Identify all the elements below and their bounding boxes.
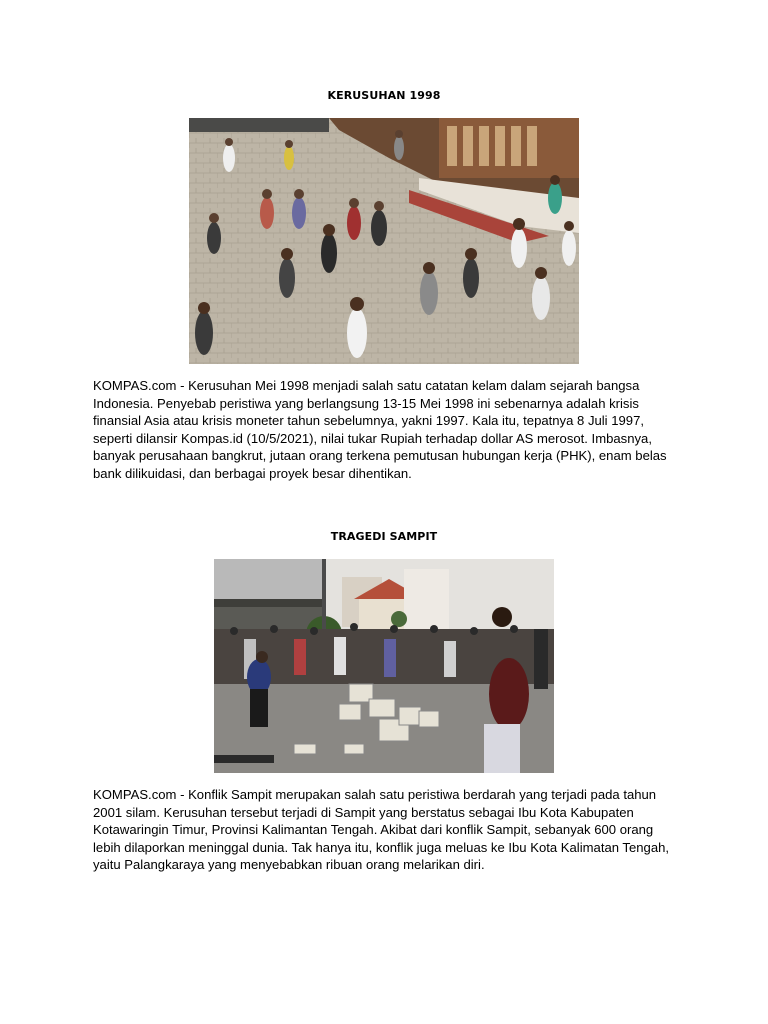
riot-1998-photo	[189, 118, 579, 364]
section2-paragraph: KOMPAS.com - Konflik Sampit merupakan salah satu peristiwa berdarah yang terjadi pada tahun 2001 silam. Kerusuhan tersebut terjadi di Sampit yang berstatus sebagai Ibu Kota Kabupaten Kotawaringin Timur, Provinsi Kalimantan Tengah. Akibat dari konflik Sampit, sebanyak 600 orang lebih dilaporkan meninggal dunia. Tak hanya itu, konflik juga meluas ke Ibu Kota Kalimatan Tengah, yaitu Palangkaraya yang menyebabkan ribuan orang melarikan diri.	[93, 787, 670, 872]
section1-heading: KERUSUHAN 1998	[327, 89, 441, 102]
sampit-image	[214, 559, 554, 773]
riot-1998-image	[189, 118, 579, 364]
sampit-photo	[214, 559, 554, 773]
section2-heading: TRAGEDI SAMPIT	[330, 530, 438, 543]
section1-paragraph: KOMPAS.com - Kerusuhan Mei 1998 menjadi salah satu catatan kelam dalam sejarah bangsa Indonesia. Penyebab peristiwa yang berlangsung 13-15 Mei 1998 ini sebenarnya adalah krisis finansial Asia atau krisis moneter tahun sebelumnya, yakni 1997. Kala itu, tepatnya 8 Juli 1997, seperti dilansir Kompas.id (10/5/2021), nilai tukar Rupiah terhadap dollar AS merosot. Imbasnya, banyak perusahaan bangkrut, jutaan orang terkena pemutusan hubungan kerja (PHK), enam belas bank dilikuidasi, dan berbagai proyek besar dihentikan.	[93, 378, 667, 481]
